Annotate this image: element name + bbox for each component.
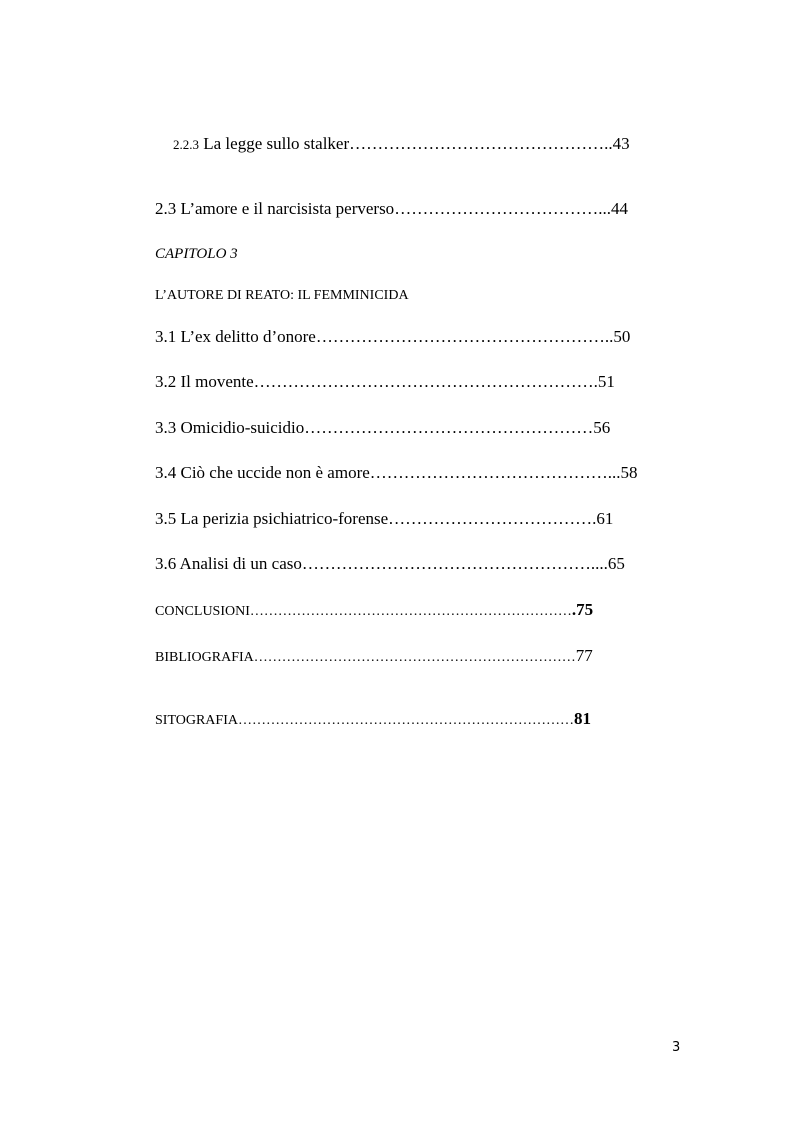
toc-entry-bibliografia	[155, 646, 593, 668]
toc-entry-sitografia	[155, 709, 591, 731]
toc-entry-3-2	[155, 372, 615, 392]
toc-leader-dots: ……………………………………...	[369, 463, 621, 482]
toc-entry-3-4	[155, 463, 638, 483]
toc-entry-conclusioni	[155, 600, 593, 622]
toc-page-number: 61	[596, 509, 614, 528]
toc-page-number: 81	[573, 709, 591, 728]
toc-leader-dots: ……………………………………………………………	[253, 650, 576, 665]
toc-page-number: .75	[571, 600, 594, 619]
toc-entry-title: 3.2 Il movente	[155, 372, 254, 391]
toc-leader-dots: ……………………………………………..	[315, 327, 614, 346]
toc-entry-3-5	[155, 509, 613, 529]
toc-page-number: 43	[612, 134, 630, 153]
toc-entry-title: 3.6 Analisi di un caso	[155, 554, 302, 573]
toc-page-number: 51	[597, 372, 615, 391]
toc-entry-3-6	[155, 554, 625, 574]
toc-entry-title: SITOGRAFIA	[155, 713, 238, 728]
toc-leader-dots: ………………………………………..	[349, 134, 613, 153]
toc-entry-title: 3.5 La perizia psichiatrico-forense	[155, 509, 389, 528]
toc-page-number: 56	[593, 418, 611, 437]
toc-page-number: 44	[610, 199, 628, 218]
toc-leader-dots: ……………………………………………	[304, 418, 594, 437]
toc-leader-dots: …………………………………………………….	[253, 372, 598, 391]
toc-entry-2-2-3	[173, 134, 630, 155]
toc-entry-3-1	[155, 327, 630, 347]
toc-entry-number: 2.2.3	[173, 137, 199, 152]
toc-leader-dots: ……………………………………………………………	[249, 604, 572, 619]
page-number: 3	[672, 1040, 681, 1055]
toc-page-number: 77	[575, 646, 593, 665]
chapter-title: L’AUTORE DI REATO: IL FEMMINICIDA	[155, 288, 409, 303]
toc-leader-dots: ……………………………………………....	[301, 554, 608, 573]
toc-page-number: 65	[607, 554, 625, 573]
chapter-label: CAPITOLO 3	[155, 246, 238, 262]
toc-leader-dots: ……………………………….	[388, 509, 597, 528]
toc-entry-title: 2.3 L’amore e il narcisista perverso	[155, 199, 395, 218]
toc-page-number: 50	[613, 327, 631, 346]
toc-entry-3-3	[155, 418, 610, 438]
toc-entry-title: 3.4 Ciò che uccide non è amore	[155, 463, 370, 482]
toc-entry-2-3	[155, 199, 628, 219]
toc-entry-title: 3.3 Omicidio-suicidio	[155, 418, 305, 437]
toc-leader-dots: ………………………………...	[394, 199, 611, 218]
toc-leader-dots: ………………………………………………………………	[237, 713, 574, 728]
toc-entry-title: CONCLUSIONI	[155, 604, 250, 619]
toc-page-number: 58	[620, 463, 638, 482]
toc-entry-title: 3.1 L’ex delitto d’onore	[155, 327, 316, 346]
toc-entry-title: BIBLIOGRAFIA	[155, 650, 254, 665]
toc-entry-title: La legge sullo stalker	[203, 134, 350, 153]
